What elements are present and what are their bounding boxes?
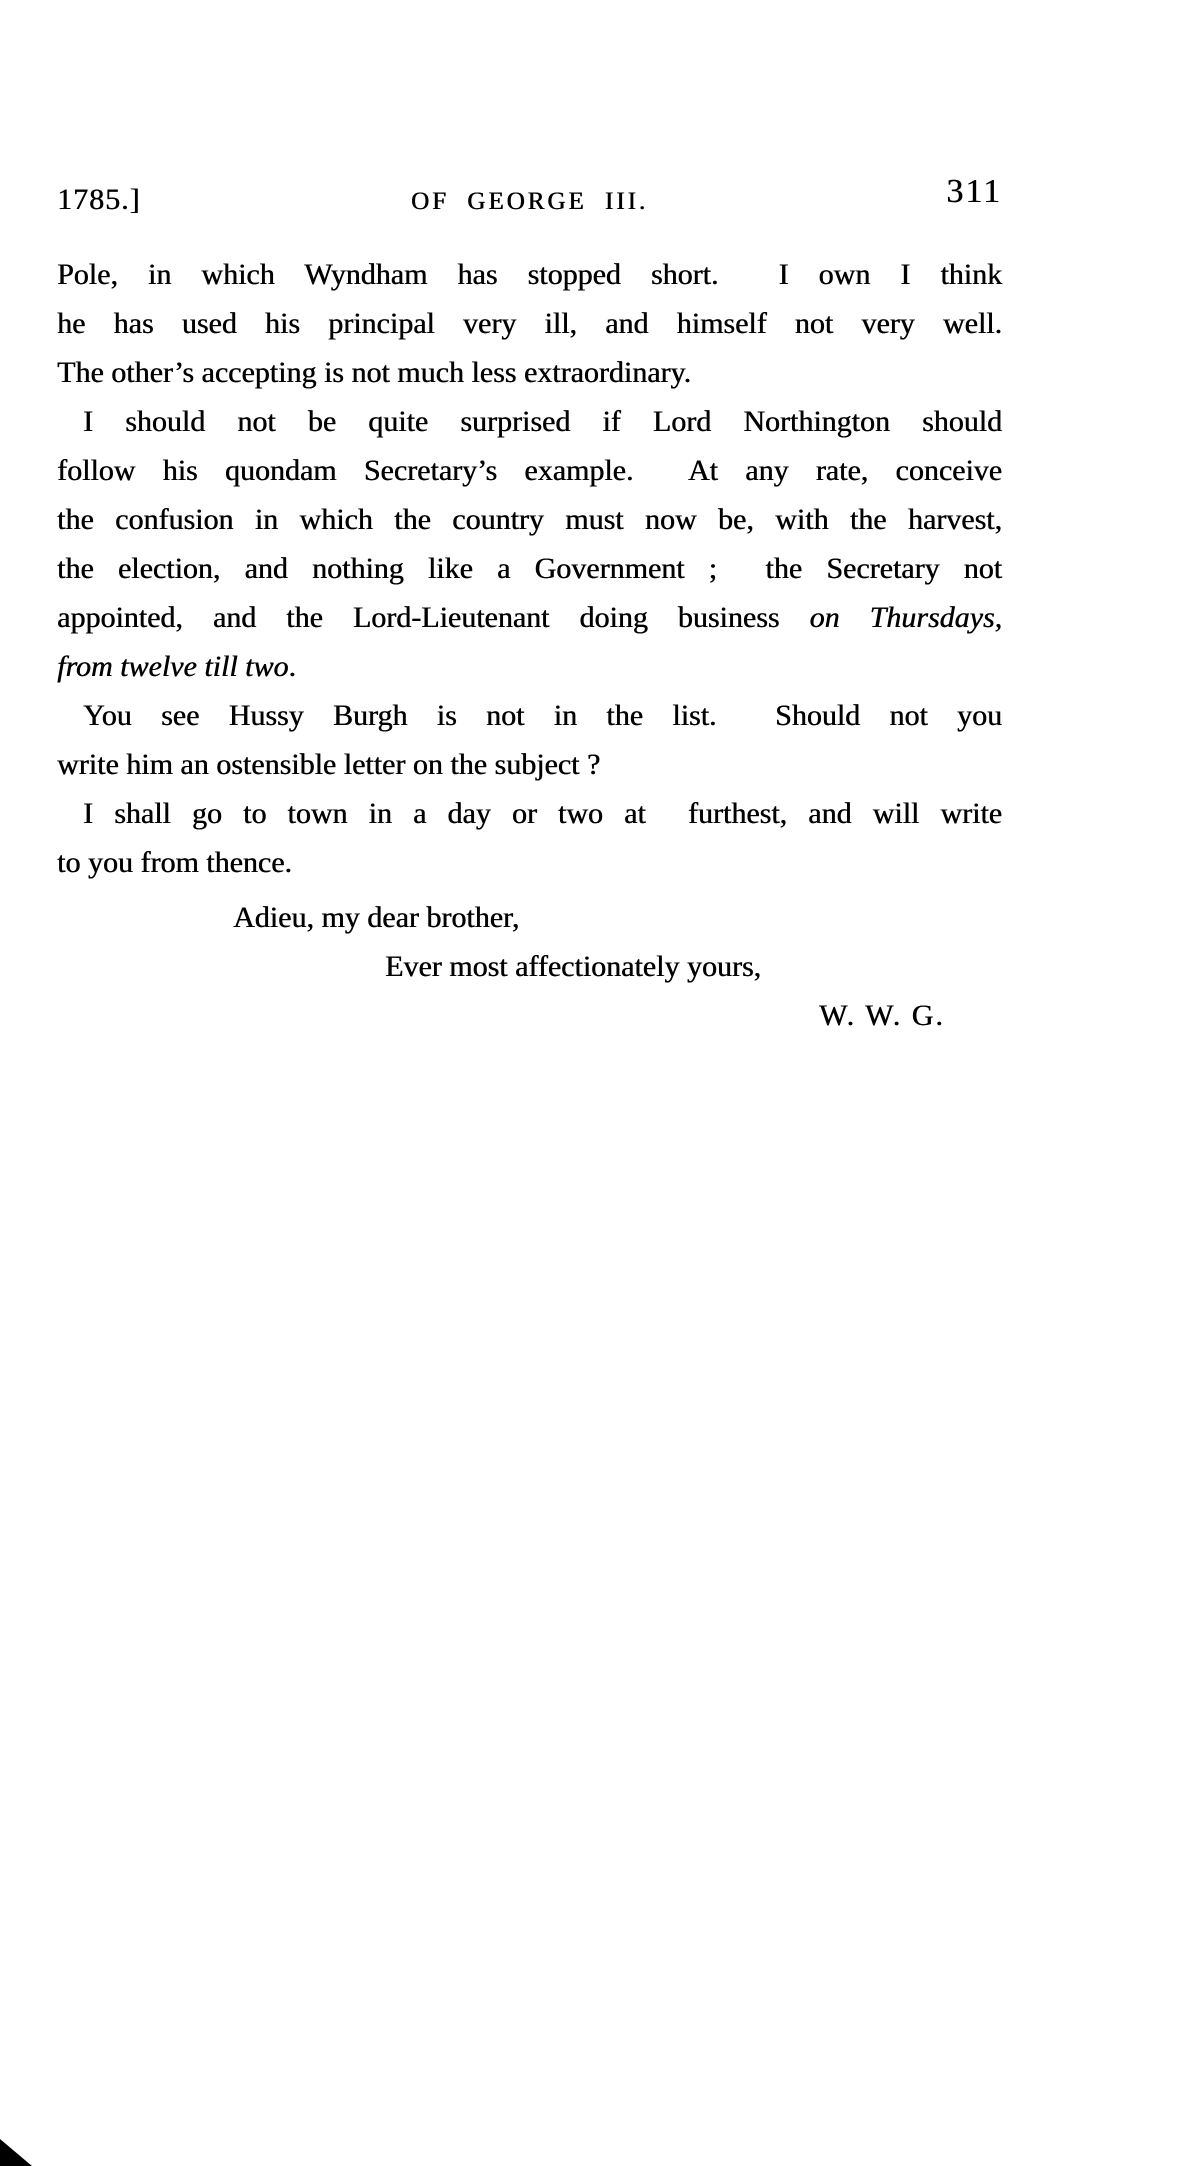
text-segment: he has used his principal very ill, and himself not very well.: [57, 307, 1002, 340]
text-segment: to you from thence.: [57, 846, 292, 879]
italic-text-segment: on Thursdays,: [809, 601, 1002, 634]
page-header: [57, 173, 1002, 218]
text-segment: You see Hussy Burgh is not in the list. Should not you: [83, 699, 1002, 732]
letter-line: [57, 299, 1002, 348]
text-segment: the confusion in which the country must now be, with the harvest,: [57, 503, 1002, 536]
letter-line: [57, 495, 1002, 544]
letter-line: [57, 446, 1002, 495]
italic-text-segment: from twelve till two: [57, 650, 289, 683]
closing-line: Ever most affectionately yours,: [385, 950, 761, 983]
header-page-number: 311: [946, 173, 1002, 210]
letter-line: [57, 544, 1002, 593]
letter-line: [57, 397, 1002, 446]
closing-line: Adieu, my dear brother,: [233, 901, 520, 934]
text-segment: .: [288, 650, 296, 683]
text-segment: Pole, in which Wyndham has stopped short. I own I think: [57, 258, 1002, 291]
scan-corner-artifact-icon: [0, 2139, 32, 2166]
letter-line: [57, 838, 1002, 887]
letter-line: [57, 250, 1002, 299]
text-segment: I should not be quite surprised if Lord Northington should: [83, 405, 1002, 438]
letter-line: [57, 789, 1002, 838]
letter-line: [57, 642, 1002, 691]
text-segment: write him an ostensible letter on the subject ?: [57, 748, 601, 781]
text-segment: follow his quondam Secretary’s example. At any rate, conceive: [57, 454, 1002, 487]
letter-line: [57, 740, 1002, 789]
header-year: 1785.]: [57, 183, 141, 216]
text-segment: appointed, and the Lord-Lieutenant doing business: [57, 601, 810, 634]
letter-line: [57, 348, 1002, 397]
closing-block: [57, 893, 1002, 1040]
text-segment: I shall go to town in a day or two at furthest, and will write: [83, 797, 1002, 830]
letter-line: [57, 691, 1002, 740]
text-segment: The other’s accepting is not much less extraordinary.: [57, 356, 691, 389]
signature-line: W. W. G.: [819, 999, 945, 1032]
letter-line: [57, 593, 1002, 642]
text-segment: the election, and nothing like a Government ; the Secretary not: [57, 552, 1002, 585]
letter-body: [57, 250, 1002, 1040]
header-running-title: OF GEORGE III.: [410, 188, 649, 215]
